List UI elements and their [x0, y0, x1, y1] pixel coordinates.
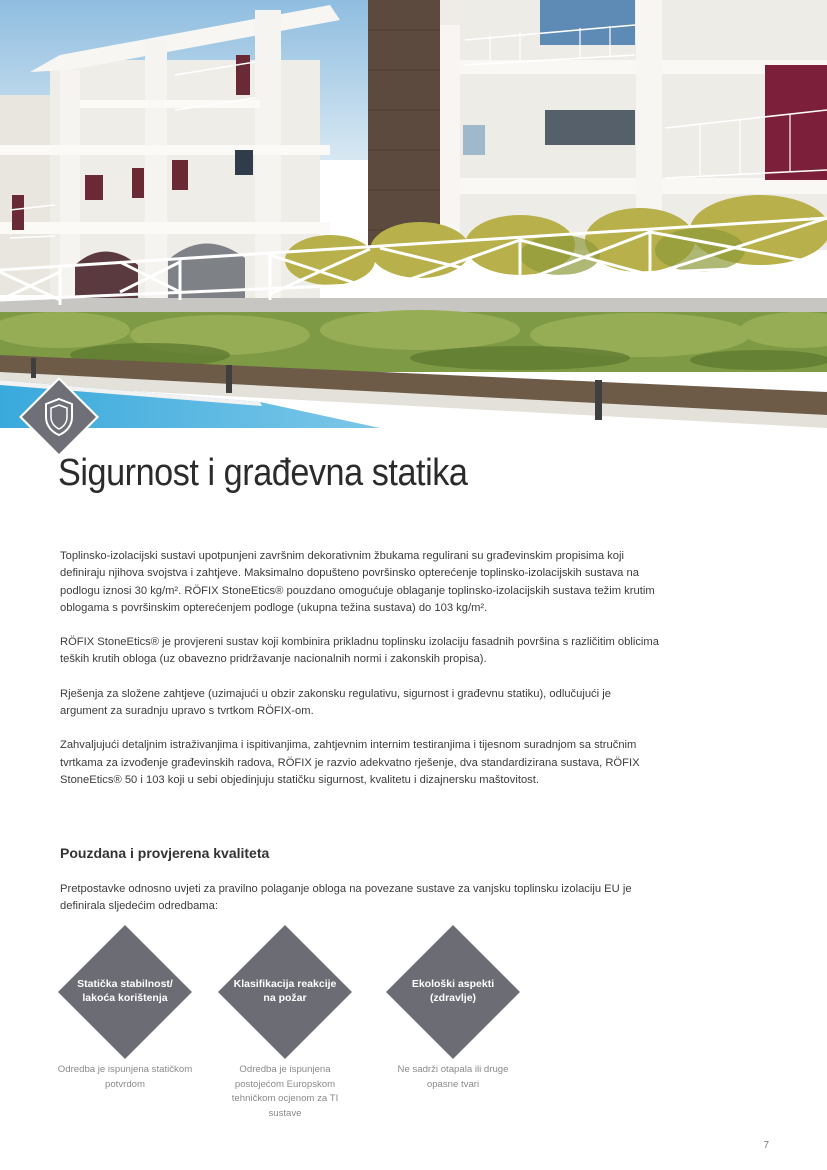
criterion-description: Odredba je ispunjena postojećom Europskom tehničkom ocjenom za TI sustave — [231, 1064, 339, 1119]
section-heading: Pouzdana i provjerena kvaliteta — [60, 845, 270, 861]
hero-photo — [0, 0, 827, 428]
criterion-description: Odredba je ispunjena statičkom potvrdom — [57, 1064, 193, 1090]
criterion-label: Statička stabilnost/ lakoća korištenja — [77, 978, 173, 1004]
criterion-label: Ekološki aspekti (zdravlje) — [411, 978, 495, 1004]
shield-badge — [19, 377, 99, 457]
paragraph: RÖFIX StoneEtics® je provjereni sustav koji kombinira prikladnu toplinsku izolaciju fasadnih površina s različitim oblicima teških krutih obloga (uz obavezno pridržavanje nacionalnih normi i zakonskih propisa). — [60, 636, 659, 666]
section-intro: Pretpostavke odnosno uvjeti za pravilno polaganje obloga na povezane sustave za vanjsku toplinsku izolaciju EU je definirala sljedećim odredbama: — [60, 883, 632, 913]
criterion-static-stability — [50, 925, 200, 1135]
body-paragraphs — [60, 548, 660, 806]
criterion-description: Ne sadrži otapala ili druge opasne tvari — [397, 1064, 509, 1090]
shield-icon — [19, 377, 99, 457]
criterion-label: Klasifikacija reakcije na požar — [233, 978, 337, 1004]
paragraph: Rješenja za složene zahtjeve (uzimajući u obzir zakonsku regulativu, sigurnost i građevnu statiku), odlučujući je argument za suradnju upravo s tvrtkom RÖFIX-om. — [60, 687, 611, 718]
criterion-fire-classification — [210, 925, 360, 1135]
criterion-ecological-aspects — [378, 925, 528, 1135]
page-number: 7 — [763, 1140, 769, 1151]
page-title: Sigurnost i građevna statika — [58, 452, 468, 494]
paragraph: Zahvaljujući detaljnim istraživanjima i ispitivanjima, zahtjevnim internim testiranjima i tijesnom suradnjom sa stručnim tvrtkama za izvođenje građevinskih radova, RÖFIX je razvio adekvatno rješenje, dva standardizirana sustava, RÖFIX StoneEtics® 50 i 103 koji u sebi objedinjuju statičku sigurnost, kvalitetu i dizajnersku maštovitost. — [60, 739, 640, 786]
paragraph: Toplinsko-izolacijski sustavi upotpunjeni završnim dekorativnim žbukama regulirani su građevinskim propisima koji definiraju njihova svojstva i zahtjeve. Maksimalno dopušteno površinsko opterećenje toplinsko-izolacijskih sustava na podlogu iznosi 30 kg/m². RÖFIX StoneEtics® pouzdano omogućuje oblaganje toplinsko-izolacijskih sustava težim krutim oblogama s površinskim opterećenjem podloge (ukupna težina sustava) do 103 kg/m². — [60, 550, 655, 614]
